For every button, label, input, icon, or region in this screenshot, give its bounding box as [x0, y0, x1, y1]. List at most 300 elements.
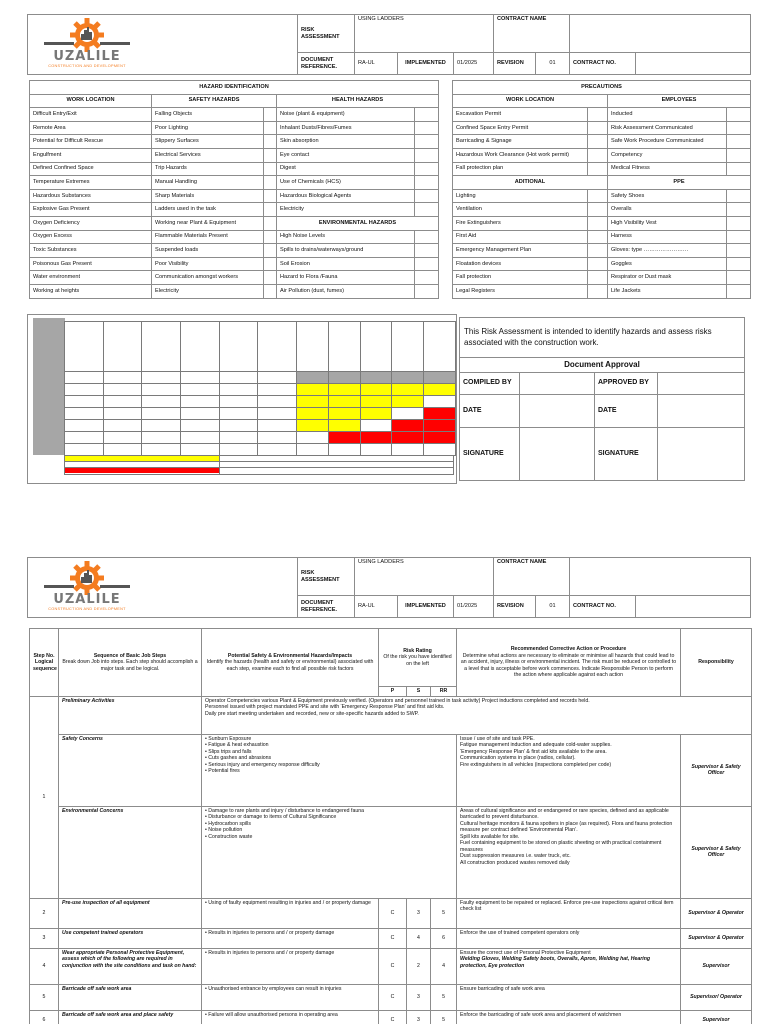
hazard-row	[30, 230, 439, 244]
step-responsibility: Supervisor/ Operator	[681, 984, 752, 1010]
hazard-env-check[interactable]	[415, 257, 439, 271]
step-number: 5	[30, 984, 59, 1010]
prec-additional: Lighting	[453, 189, 588, 203]
matrix-cell	[103, 372, 142, 384]
h-haz-title: Potential Safety & Environmental Hazards/Impacts	[227, 652, 353, 659]
hazard-env-check[interactable]	[415, 271, 439, 285]
matrix-cell	[297, 432, 329, 444]
company-tagline: CONSTRUCTION AND DEVELOPMENT	[48, 64, 126, 68]
step-action	[457, 928, 681, 948]
prec-location: Fall protection plan	[453, 162, 588, 176]
matrix-cell	[180, 372, 219, 384]
matrix-cell	[297, 444, 329, 456]
prec-employees-check[interactable]	[727, 108, 751, 122]
matrix-cell	[328, 420, 360, 432]
hazard-health-check[interactable]	[415, 176, 439, 190]
hazard-location: Explosive Gas Present	[30, 203, 152, 217]
hazard-health: Electricity	[277, 203, 415, 217]
step-rr: 4	[431, 948, 457, 984]
prec-additional: Fire Extinguishers	[453, 216, 588, 230]
prec-location-check[interactable]	[588, 148, 608, 162]
hazard-location: Toxic Substances	[30, 244, 152, 258]
matrix-cell	[360, 420, 392, 432]
matrix-cell	[392, 322, 424, 372]
matrix-cell	[360, 384, 392, 396]
prec-additional-check[interactable]	[588, 189, 608, 203]
prec-employees-check[interactable]	[727, 162, 751, 176]
hazard-row	[30, 271, 439, 285]
hazard-title: HAZARD IDENTIFICATION	[30, 81, 439, 95]
action-line: Communication systems in place (radios, cellular).	[460, 755, 576, 761]
matrix-cell	[142, 444, 181, 456]
approval-intro: This Risk Assessment is intended to identify hazards and assess risks associated with the construction work.	[464, 326, 712, 347]
implemented-label: IMPLEMENTED	[398, 53, 454, 75]
matrix-cell	[65, 384, 104, 396]
hazard-env: High Noise Levels	[277, 230, 415, 244]
contract-name-value	[570, 15, 751, 53]
matrix-row	[297, 432, 456, 444]
hazard-safety-check[interactable]	[264, 257, 277, 271]
step-p: C	[379, 898, 407, 928]
hazard-health-check[interactable]	[415, 148, 439, 162]
matrix-cell	[297, 420, 329, 432]
signature-value-1	[520, 428, 595, 481]
contract-no-label-2: CONTRACT NO.	[570, 596, 636, 618]
hazard-row	[30, 162, 439, 176]
safety-resp: Supervisor & Safety Officer	[681, 734, 752, 806]
step-action-text: Faulty equipment to be repaired or replaced. Enforce pre-use inspections against critical item check list	[460, 899, 674, 912]
prec-employees: Medical Fitness	[608, 162, 727, 176]
prec-location-check[interactable]	[588, 135, 608, 149]
precaution-row	[453, 244, 751, 258]
company-logo	[32, 18, 142, 70]
step-description: Wear appropriate Personal Protective Equipment, assess which of the following are required in conjunction with the site conditions and task on hand:	[59, 948, 202, 984]
prec-ppe-title: PPE	[608, 176, 751, 190]
matrix-cell	[65, 432, 104, 444]
hazard-safety: Slippery Surfaces	[152, 135, 264, 149]
hazard-col-health: HEALTH HAZARDS	[277, 94, 439, 108]
precaution-row	[453, 121, 751, 135]
step-p: C	[379, 984, 407, 1010]
hazard-health: Eye contact	[277, 148, 415, 162]
header-table-2	[27, 557, 751, 618]
hazard-row	[30, 135, 439, 149]
h-risk-title: Risk Rating	[403, 647, 432, 654]
precaution-row	[453, 108, 751, 122]
matrix-cell	[103, 408, 142, 420]
company-name-2: UZALILE	[53, 592, 121, 607]
matrix-cell	[180, 408, 219, 420]
h-s: S	[407, 687, 431, 697]
matrix-cell	[328, 432, 360, 444]
step-action-ppe: Welding Gloves, Welding Safety boots, Overalls, Apron, Welding hat, Hearing protection, Eye protection	[460, 956, 651, 969]
matrix-row	[65, 384, 297, 396]
prec-ppe-check[interactable]	[727, 284, 751, 298]
prec-location-check[interactable]	[588, 162, 608, 176]
header-table-1	[27, 14, 751, 75]
precaution-row	[453, 271, 751, 285]
hazard-bullet: • Slips trips and falls	[205, 748, 252, 755]
hazard-safety-check[interactable]	[264, 108, 277, 122]
hazard-row	[30, 148, 439, 162]
hazard-location: Oxygen Deficiency	[30, 216, 152, 230]
matrix-row	[297, 408, 456, 420]
prelim-line: Operator Competencies various Plant & Equipment previously verified. (Operators and personnel trained in task activity) Project inductions completed and records held.	[205, 697, 590, 704]
hazard-env: Hazard to Flora /Fauna	[277, 271, 415, 285]
hazard-table	[29, 80, 439, 299]
gear-logo-icon	[32, 18, 142, 52]
matrix-cell	[424, 420, 456, 432]
matrix-cell	[219, 444, 258, 456]
prec-ppe: Overalls	[608, 203, 727, 217]
matrix-cell	[392, 444, 424, 456]
date-value-2	[658, 395, 745, 428]
prec-additional-check[interactable]	[588, 216, 608, 230]
hazard-bullet: • Potential fires	[205, 768, 240, 774]
hazard-health-check[interactable]	[415, 121, 439, 135]
h-resp: Responsibility	[681, 629, 752, 697]
matrix-cell	[103, 432, 142, 444]
prec-ppe-check[interactable]	[727, 257, 751, 271]
hazard-env: Air Pollution (dust, fumes)	[277, 284, 415, 298]
risk-matrix-frame	[27, 314, 457, 484]
hazard-safety: Poor Lighting	[152, 121, 264, 135]
matrix-cell	[392, 396, 424, 408]
hazard-safety-check[interactable]	[264, 216, 277, 230]
prec-additional: Ventilation	[453, 203, 588, 217]
action-line: Issue / use of site and task PPE.	[460, 735, 535, 742]
matrix-cell	[258, 408, 297, 420]
action-line: Fire extinguishers in all vehicles (inspections completed per code)	[460, 761, 612, 768]
matrix-cell	[424, 396, 456, 408]
hazard-col-safety: SAFETY HAZARDS	[152, 94, 277, 108]
env-resp: Supervisor & Safety Officer	[681, 806, 752, 898]
matrix-cell	[360, 372, 392, 384]
hazard-bullet: • Serious injury and emergency response difficulty	[205, 761, 320, 768]
matrix-cell	[258, 372, 297, 384]
matrix-cell	[328, 384, 360, 396]
prec-additional: First Aid	[453, 230, 588, 244]
matrix-cell	[103, 444, 142, 456]
hazard-health: Inhalant Dusts/Fibres/Fumes	[277, 121, 415, 135]
step-action-text: Ensure the correct use of Personal Protective Equipment	[460, 949, 591, 956]
matrix-row	[65, 322, 297, 372]
hazard-health-check[interactable]	[415, 189, 439, 203]
hazard-safety-check[interactable]	[264, 284, 277, 298]
prec-ppe-check[interactable]	[727, 271, 751, 285]
prec-additional: Fall protection	[453, 271, 588, 285]
matrix-row	[297, 384, 456, 396]
hazard-safety: Suspended loads	[152, 244, 264, 258]
prec-location-check[interactable]	[588, 108, 608, 122]
step-action	[457, 898, 681, 928]
hazard-health-check[interactable]	[415, 162, 439, 176]
prec-additional-check[interactable]	[588, 203, 608, 217]
step-responsibility: Supervisor	[681, 948, 752, 984]
date-value-1	[520, 395, 595, 428]
revision-label-2: REVISION	[494, 596, 536, 618]
hazard-bullet: • Damage to rare plants and injury / disturbance to endangered fauna	[205, 807, 364, 814]
step-s: 2	[407, 948, 431, 984]
hazard-health-check[interactable]	[415, 203, 439, 217]
step-hazard: • Results in injuries to persons and / or property damage	[202, 928, 379, 948]
action-line: ‘Emergency Response Plan’ & first aid kits available to the area.	[460, 748, 607, 755]
implemented-value-2: 01/2025	[454, 596, 494, 618]
hazard-health: Digest	[277, 162, 415, 176]
prec-employees: Competency	[608, 148, 727, 162]
action-line: Fatigue management induction and adequate cold-water supplies.	[460, 742, 612, 748]
matrix-cell	[103, 322, 142, 372]
h-seq-desc: Break down Job into steps. Each step should accomplish a major task and be logical.	[62, 659, 198, 672]
prec-location: Barricading & Signage	[453, 135, 588, 149]
prec-additional: Legal Registers	[453, 284, 588, 298]
contract-no-label: CONTRACT NO.	[570, 53, 636, 75]
approved-by-label: APPROVED BY	[595, 373, 658, 395]
matrix-left-grid	[64, 321, 297, 456]
precaution-row	[453, 189, 751, 203]
matrix-cell	[142, 408, 181, 420]
prec-additional-check[interactable]	[588, 257, 608, 271]
hazard-row	[30, 257, 439, 271]
matrix-cell	[180, 396, 219, 408]
hazard-location: Poisonous Gas Present	[30, 257, 152, 271]
hazard-safety-check[interactable]	[264, 162, 277, 176]
matrix-cell	[65, 372, 104, 384]
company-tagline-2: CONSTRUCTION AND DEVELOPMENT	[48, 607, 126, 611]
hazard-safety-check[interactable]	[264, 148, 277, 162]
h-p: P	[379, 687, 407, 697]
prelim-content	[202, 696, 752, 734]
h-haz-desc: Identify the hazards (health and safety or environmental) associated with each step, examine each to find all possible risk factors	[206, 659, 374, 672]
company-name: UZALILE	[53, 49, 121, 64]
precaution-row	[453, 148, 751, 162]
prec-employees: Inducted	[608, 108, 727, 122]
prec-additional-check[interactable]	[588, 271, 608, 285]
matrix-cell	[258, 384, 297, 396]
step-description: Use competent trained operators	[59, 928, 202, 948]
hazard-safety-check[interactable]	[264, 176, 277, 190]
matrix-cell	[180, 322, 219, 372]
matrix-row	[65, 396, 297, 408]
matrix-cell	[328, 396, 360, 408]
prec-additional-check[interactable]	[588, 244, 608, 258]
step-action-text: Enforce the use of trained competent operators only	[460, 929, 580, 936]
matrix-cell	[65, 322, 104, 372]
safety-hazards	[202, 734, 457, 806]
step-description: Barricade off safe work area and place safety	[59, 1010, 202, 1024]
hazard-location: Temperature Extremes	[30, 176, 152, 190]
approval-title: Document Approval	[460, 358, 745, 373]
step-s: 3	[407, 898, 431, 928]
doc-ref-value-2: RA-UL	[355, 596, 398, 618]
contract-name-label: CONTRACT NAME	[494, 15, 570, 53]
prelim-line: Daily pre start meeting undertaken and recorded, new or site-specific hazards added to SWP.	[205, 710, 419, 717]
logo-cell-2	[28, 558, 298, 618]
prec-col-location: WORK LOCATION	[453, 94, 608, 108]
matrix-cell	[328, 444, 360, 456]
hazard-env-check[interactable]	[415, 284, 439, 298]
step-s: 4	[407, 928, 431, 948]
hazard-health-check[interactable]	[415, 108, 439, 122]
h-seq-title: Sequence of Basic Job Steps	[93, 652, 167, 659]
revision-value: 01	[536, 53, 570, 75]
step-row	[30, 984, 752, 1010]
hazard-bullet: • Cuts gashes and abrasions	[205, 755, 272, 761]
contract-name-value-2	[570, 558, 751, 596]
hazard-health: Use of Chemicals (HCS)	[277, 176, 415, 190]
hazard-location: Defined Confined Space	[30, 162, 152, 176]
hazard-row	[30, 189, 439, 203]
prec-additional-title: ADITIONAL	[453, 176, 608, 190]
hazard-env-check[interactable]	[415, 230, 439, 244]
step-hazard: • Results in injuries to persons and / or property damage	[202, 948, 379, 984]
prec-ppe: Respirator or Dust mask	[608, 271, 727, 285]
step-description: Barricade off safe work area	[59, 984, 202, 1010]
matrix-cell	[103, 396, 142, 408]
matrix-cell	[297, 384, 329, 396]
gear-logo-icon	[32, 561, 142, 595]
step-row	[30, 948, 752, 984]
prec-additional: Floatation devices	[453, 257, 588, 271]
step-rr: 5	[431, 898, 457, 928]
risk-assessment-value-2: USING LADDERS	[355, 558, 494, 596]
prec-col-employees: EMPLOYEES	[608, 94, 751, 108]
matrix-cell	[328, 408, 360, 420]
hazard-env-check[interactable]	[415, 244, 439, 258]
hazard-safety-check[interactable]	[264, 203, 277, 217]
matrix-cell	[219, 322, 258, 372]
hazard-health-check[interactable]	[415, 135, 439, 149]
prec-ppe: Safety Shoes	[608, 189, 727, 203]
prec-ppe: Harness	[608, 230, 727, 244]
prec-ppe: Goggles	[608, 257, 727, 271]
matrix-cell	[424, 372, 456, 384]
precaution-subheader	[453, 176, 751, 190]
safety-title: Safety Concerns	[59, 734, 202, 806]
action-line: Fuel containing equipment to be stored on plastic sheeting or with practical containment measures	[460, 840, 662, 853]
hazard-safety: Falling Objects	[152, 108, 264, 122]
signature-label-2: SIGNATURE	[595, 428, 658, 481]
step-action	[457, 984, 681, 1010]
hazard-row	[30, 284, 439, 298]
step-rr: 5	[431, 984, 457, 1010]
company-logo-2	[32, 561, 142, 613]
matrix-cell	[424, 384, 456, 396]
matrix-cell	[142, 372, 181, 384]
env-title: Environmental Concerns	[59, 806, 202, 898]
hazard-safety: Manual Handling	[152, 176, 264, 190]
matrix-row	[65, 432, 297, 444]
hazard-bullet: • Hydrocarbon spills	[205, 820, 251, 827]
step-p: C	[379, 948, 407, 984]
step-number: 6	[30, 1010, 59, 1024]
precautions-table	[452, 80, 751, 299]
hazard-safety: Ladders used in the task	[152, 203, 264, 217]
hazard-col-location: WORK LOCATION	[30, 94, 152, 108]
h-risk-desc: Of the risk you have identified on the left	[383, 654, 452, 667]
h-risk	[379, 629, 457, 687]
env-hazards-title: ENVIRONMENTAL HAZARDS	[277, 216, 439, 230]
hazard-safety: Electricity	[152, 284, 264, 298]
doc-ref-value: RA-UL	[355, 53, 398, 75]
matrix-cell	[65, 396, 104, 408]
prelim-line: Personnel issued with project mandated PPE and site with ‘Emergency Response Plan’ and first aid kits.	[205, 704, 445, 710]
step-row	[30, 1010, 752, 1024]
step-s: 3	[407, 984, 431, 1010]
precaution-row	[453, 257, 751, 271]
hazard-safety-check[interactable]	[264, 121, 277, 135]
matrix-row	[297, 444, 456, 456]
precautions-title: PRECAUTIONS	[453, 81, 751, 95]
step-description: Pre-use inspection of all equipment	[59, 898, 202, 928]
step-action-text: Enforce the barricading of safe work area and placement of watchmen	[460, 1011, 622, 1018]
prec-additional-check[interactable]	[588, 230, 608, 244]
matrix-cell	[219, 372, 258, 384]
doc-ref-label: DOCUMENT REFERENCE.	[298, 53, 355, 75]
step-p: C	[379, 1010, 407, 1024]
action-line: Cultural heritage monitors & fauna spotters in place (as required). Flora and fauna protection measure per contract defined ‘Environmental Plan’.	[460, 820, 673, 833]
step-s: 3	[407, 1010, 431, 1024]
matrix-cell	[258, 396, 297, 408]
hazard-safety-check[interactable]	[264, 135, 277, 149]
prec-employees-check[interactable]	[727, 121, 751, 135]
step-action	[457, 1010, 681, 1024]
approval-table	[459, 317, 745, 481]
hazard-bullet: • Construction waste	[205, 833, 253, 840]
step-row	[30, 898, 752, 928]
step-responsibility: Supervisor & Operator	[681, 928, 752, 948]
hazard-location: Oxygen Excess	[30, 230, 152, 244]
matrix-cell	[219, 408, 258, 420]
contract-name-label-2: CONTRACT NAME	[494, 558, 570, 596]
matrix-cell	[142, 396, 181, 408]
matrix-cell	[360, 444, 392, 456]
action-line: All construction produced wastes removed daily	[460, 859, 570, 866]
prec-ppe-check[interactable]	[727, 203, 751, 217]
matrix-cell	[180, 432, 219, 444]
hazard-safety-check[interactable]	[264, 271, 277, 285]
precaution-row	[453, 203, 751, 217]
action-line: Dust suppression measures i.e. water truck, etc.	[460, 853, 571, 859]
prec-employees-check[interactable]	[727, 135, 751, 149]
h-action	[457, 629, 681, 697]
step-action-text: Ensure barricading of safe work area	[460, 985, 545, 992]
prec-ppe-check[interactable]	[727, 244, 751, 258]
matrix-cell	[65, 420, 104, 432]
signature-value-2	[658, 428, 745, 481]
hazard-location: Potential for Difficult Rescue	[30, 135, 152, 149]
matrix-row	[65, 408, 297, 420]
hazard-safety-check[interactable]	[264, 189, 277, 203]
prec-ppe-check[interactable]	[727, 189, 751, 203]
prec-additional-check[interactable]	[588, 284, 608, 298]
prec-employees-check[interactable]	[727, 148, 751, 162]
hazard-location: Water environment	[30, 271, 152, 285]
prec-ppe-check[interactable]	[727, 230, 751, 244]
hazard-safety-check[interactable]	[264, 244, 277, 258]
compiled-by-value	[520, 373, 595, 395]
risk-assessment-value: USING LADDERS	[355, 15, 494, 53]
date-label-1: DATE	[460, 395, 520, 428]
hazard-row	[30, 216, 439, 230]
hazard-bullet: • Fatigue & heat exhaustion	[205, 742, 269, 748]
hazard-location: Working at heights	[30, 284, 152, 298]
hazard-health: Noise (plant & equipment)	[277, 108, 415, 122]
hazard-safety-check[interactable]	[264, 230, 277, 244]
prec-ppe-check[interactable]	[727, 216, 751, 230]
step-number: 4	[30, 948, 59, 984]
prec-location-check[interactable]	[588, 121, 608, 135]
